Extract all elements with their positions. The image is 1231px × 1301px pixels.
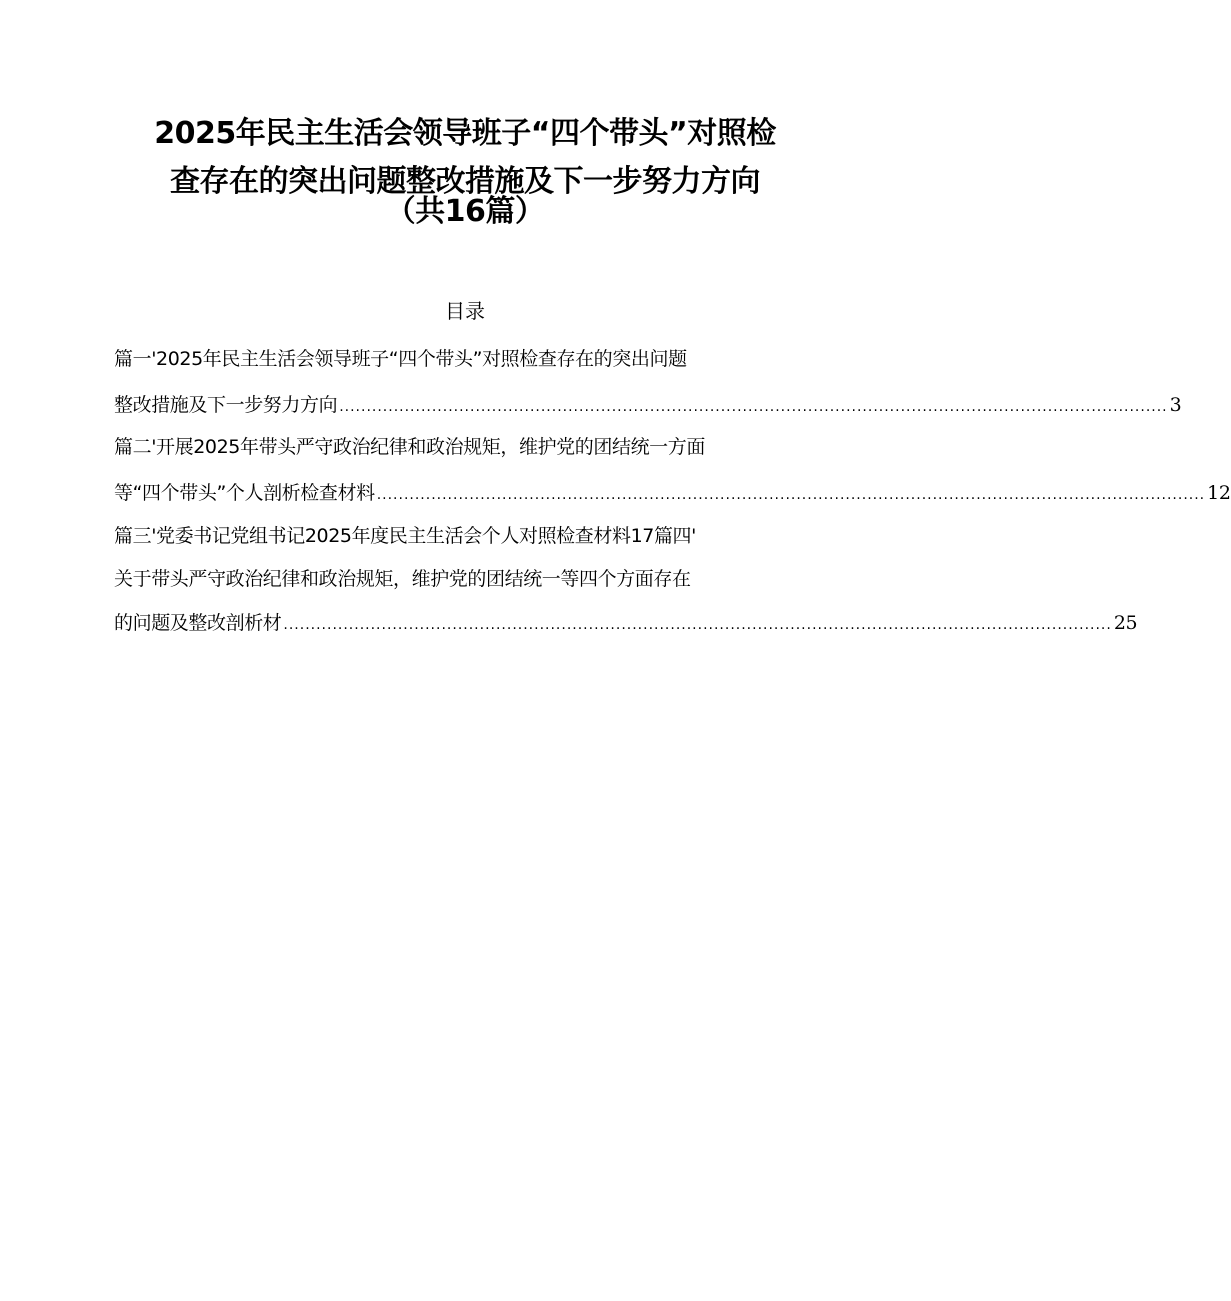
toc-entry-3-page: 25 [1113, 612, 1138, 634]
toc-leader-dots: ........................................................................................................................................................ [376, 487, 1206, 503]
toc-entry-1-line-1[interactable]: 篇一'2025年民主生活会领导班子“四个带头”对照检查存在的突出问题 [114, 348, 687, 370]
toc-entry-3-line-1[interactable]: 篇三'党委书记党组书记2025年度民主生活会个人对照检查材料17篇四' [114, 525, 696, 547]
toc-leader-dots: ........................................................................................................................................................ [283, 617, 1112, 633]
toc-entry-2-page: 12 [1207, 482, 1231, 504]
document-title-line-2: 查存在的突出问题整改措施及下一步努力方向 [170, 164, 760, 199]
toc-entry-3-text: 的问题及整改剖析材 [114, 612, 282, 634]
toc-entry-2-line-1[interactable]: 篇二'开展2025年带头严守政治纪律和政治规矩，维护党的团结统一方面 [114, 436, 705, 458]
toc-entry-1-text: 整改措施及下一步努力方向 [114, 394, 338, 416]
toc-entry-1-line-2[interactable] [114, 390, 1182, 422]
document-title-line-1: 2025年民主生活会领导班子“四个带头”对照检 [154, 116, 776, 151]
document-title-line-3: （共16篇） [385, 194, 545, 229]
toc-entry-3-line-2[interactable]: 关于带头严守政治纪律和政治规矩，维护党的团结统一等四个方面存在 [114, 568, 691, 590]
toc-heading: 目录 [445, 299, 485, 323]
toc-entry-3-line-3[interactable] [114, 608, 1138, 640]
toc-leader-dots: ........................................................................................................................................................ [339, 399, 1168, 415]
toc-entry-2-line-2[interactable] [114, 478, 1231, 510]
toc-entry-1-page: 3 [1169, 394, 1182, 416]
toc-entry-2-text: 等“四个带头”个人剖析检查材料 [114, 482, 375, 504]
